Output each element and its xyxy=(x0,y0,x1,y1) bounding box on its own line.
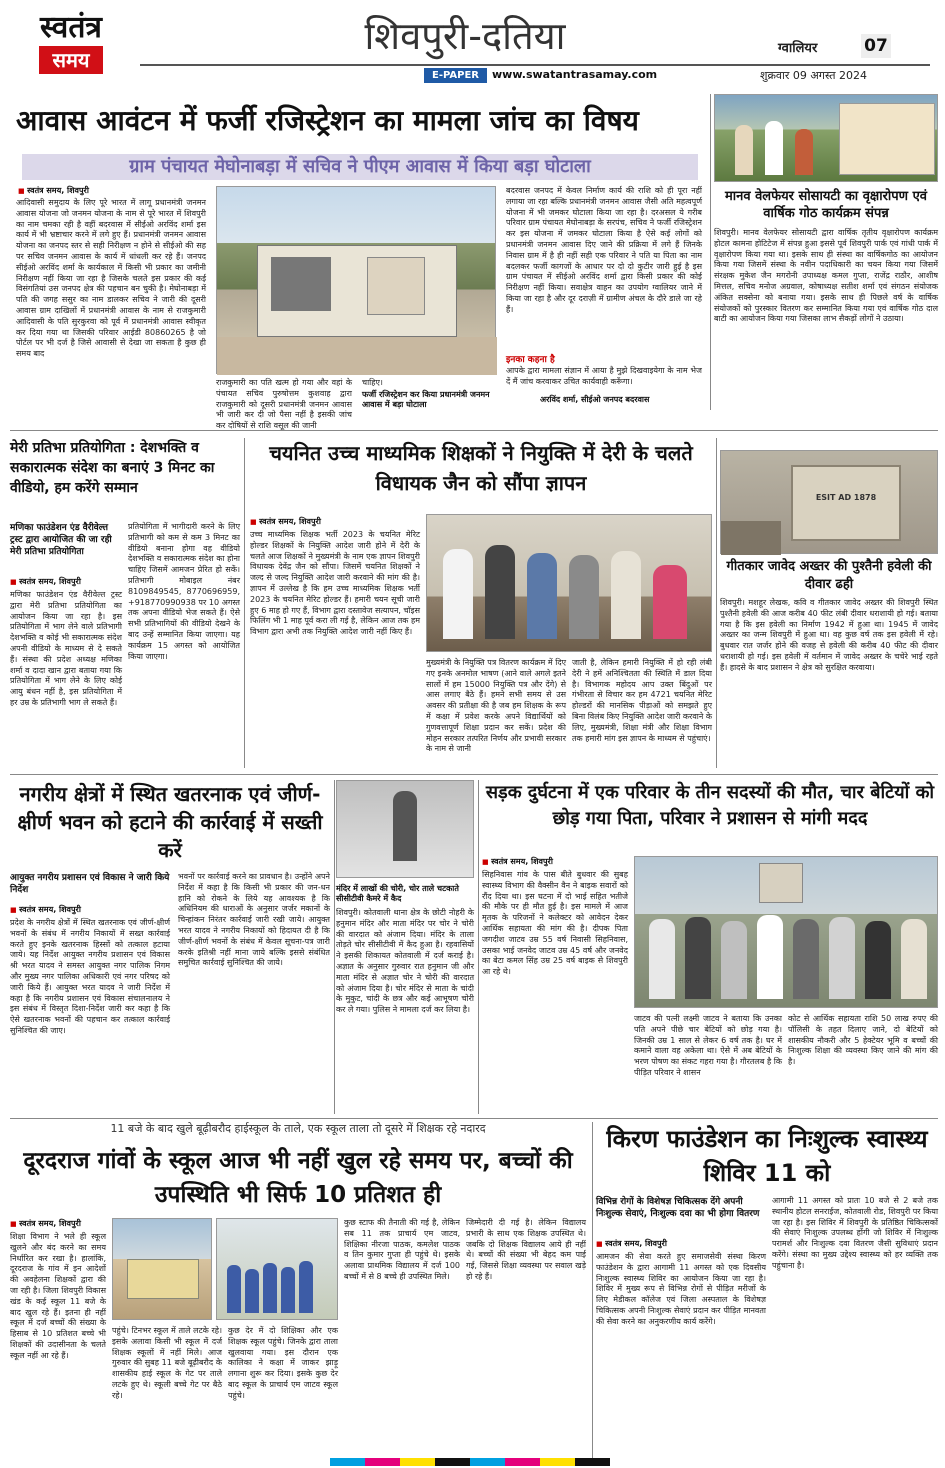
school-photo-2 xyxy=(216,1218,338,1320)
school-kicker: 11 बजे के बाद खुले बूढ़ीबरौद हाईस्कूल के ताले, एक स्कूल ताला तो दूसरे में शिक्षक रहे नदारद xyxy=(110,1122,486,1135)
teachers-col-1: उच्च माध्यमिक शिक्षक भर्ती 2023 के चयनित मेरिट होल्डर शिक्षकों के नियुक्ति आदेश जारी होने में देरी के चलते आज शिक्षकों ने मुख्यमंत्री के नाम एक ज्ञापन शिवपुरी विधायक देवेंद्र जैन को सौंपा। जिसमें चयनित शिक्षकों ने जल्द से जल्द नियुक्ति आदेश जारी करवाने की मांग की है। ज्ञापन में उल्लेख है कि हम उच्च माध्यमिक शिक्षक भर्ती 2023 के चयनित मेरिट होल्डर हैं। हमारी चयन सूची जारी हुए 6 माह हो गए हैं, विभाग द्वारा दस्तावेज सत्यापन, चॉइस फिलिंग भी 1 माह पूर्व करा ली गई है, लेकिन आज तक हम विभाग द्वारा अभी तक नियुक्ति आदेश जारी नहीं किए हैं। xyxy=(250,530,420,637)
school-photo-1 xyxy=(112,1218,212,1320)
accident-byline: ■ स्वतंत्र समय, शिवपुरी xyxy=(482,856,553,867)
teachers-photo xyxy=(426,514,712,652)
urban-col-2: भवनों पर कार्रवाई करने का प्रावधान है। उन्होंने अपने निर्देश में कहा है कि किसी भी प्रकार की जन-धन हानि को रोकने के लिये यह आवश्यक है कि अधिनियम की धाराओं के अनुसार जर्जर मकानों के चिन्हांकन निरंतर कार्रवाई जारी रखी जाये। आयुक्त भरत यादव ने नगरीय निकायों को हिदायत दी है कि जीर्ण-क्षीर्ण भवनों के संबंध में केवल सूचना-पत्र जारी करके इतिश्री नहीं माना जाये बल्कि इससे संबंधित समुचित कार्रवाई सुनिश्चित की जाये। xyxy=(178,872,330,968)
column-rule xyxy=(478,780,479,1114)
school-byline: ■ स्वतंत्र समय, शिवपुरी xyxy=(10,1218,81,1229)
kiran-byline: ■ स्वतंत्र समय, शिवपुरी xyxy=(596,1238,667,1249)
temple-photo xyxy=(336,780,474,878)
pratibha-subheadline: मणिका फाउंडेशन एंड वैरीवेल्त ट्रस्ट द्वारा आयोजित की जा रही मेरी प्रतिभा प्रतियोगिता xyxy=(10,523,112,557)
column-rule xyxy=(334,780,335,1114)
urban-headline[interactable]: नगरीय क्षेत्रों में स्थित खतरनाक एवं जीर्ण-क्षीर्ण भवन को हटाने की कार्रवाई में सख्ती करें xyxy=(17,782,323,862)
school-col-3: कुछ देर में दो शिक्षिका और एक शिक्षक स्कूल पहुंचे। जिनके द्वारा ताला खुलवाया गया। इस दौरान एक कालिका ने कक्षा में जाकर झाड़ू लगाना शुरू कर दिया। इसके कुछ देर बाद स्कूल के प्राचार्य एम जाटव स्कूल पहुंचे। xyxy=(228,1326,338,1400)
quote-author: अरविंद शर्मा, सीईओ जनपद बदरवास xyxy=(540,395,650,404)
haveli-headline[interactable]: गीतकार जावेद अख्तर की पुश्तैनी हवेली की दीवार ढही xyxy=(726,559,932,592)
haveli-story xyxy=(720,438,938,768)
section-divider xyxy=(10,774,938,775)
lead-subheadline: ग्राम पंचायत मेघोनाबड़ा में सचिव ने पीएम आवास में किया बड़ा घोटाला xyxy=(22,154,698,180)
school-headline[interactable]: दूरदराज गांवों के स्कूल आज भी नहीं खुल रहे समय पर, बच्चों की उपस्थिति भी सिर्फ 10 प्रतिशत ही xyxy=(23,1148,573,1208)
masthead xyxy=(0,0,945,86)
kiran-story xyxy=(596,1122,938,1462)
kiran-subheadline: विभिन्न रोगों के विशेषज्ञ चिकित्सक देंगे अपनी निःशुल्क सेवाएं, निःशुल्क दवा का भी होगा वितरण xyxy=(596,1197,760,1219)
pratibha-col-2: प्रतियोगिता में भागीदारी करने के लिए प्रतिभागी को कम से कम 3 मिनट का वीडियो बनाना होगा वह वीडियो देशभक्ति व सकारात्मक संदेश का होना चाहिए जिसमें आमजन प्रेरित हो सकें। प्रतिभागी मोबाइल नंबर 8109849545, 8770696959, +918770990938 पर 10 अगस्त तक अपना वीडियो भेज सकते हैं। ऐसे सभी प्रतिभागियों की वीडियो देखने के बाद उन्हें सम्मानित किया जाएगा। यह कार्यक्रम 15 अगस्त को आयोजित किया जाएगा। xyxy=(128,522,240,661)
column-rule xyxy=(710,94,711,410)
lead-byline: ■ स्वतंत्र समय, शिवपुरी xyxy=(18,185,89,196)
column-rule xyxy=(592,1122,593,1462)
epaper-badge: E-PAPER xyxy=(424,68,487,83)
urban-story xyxy=(10,780,330,1114)
masthead-rule xyxy=(140,64,930,66)
urban-col-1: प्रदेश के नगरीय क्षेत्रों में स्थित खतरनाक एवं जीर्ण-क्षीर्ण भवनों के संबंध में नगरीय निकायों में सख्त कार्रवाई करते हुए इनके खतरनाक हिस्सों को तत्काल हटाया जाये। यह निर्देश आयुक्त नगरीय प्रशासन एवं विकास श्री भरत यादव ने समस्त आयुक्त नगर पालिक निगम और मुख्य नगर पालिका अधिकारी एवं नगर परिषद को जारी किये हैं। आयुक्त भरत यादव ने जारी निर्देश में कहा है कि नगरीय प्रशासन एवं विकास संचालनालय ने इस संबंध में विस्तृत दिशा-निर्देश जारी कर कहा है कि ऐसे खतरनाक भवनों की पहचान कर तत्काल कार्रवाई सुनिश्चित की जाए। xyxy=(10,918,170,1035)
accident-story xyxy=(482,780,938,1114)
website-link[interactable]: www.swatantrasamay.com xyxy=(492,68,658,81)
school-col-4: कुछ स्टाफ की तैनाती की गई है, लेकिन सब 11 तक प्राचार्य एम जाटव, शिक्षिका नीरजा पाठक, कमलेश पाठक व तिन कुमार गुप्ता ही पहुंचे थे। इसके अलावा प्राथमिक विद्यालय में दर्ज 100 बच्चों में से 8 बच्चे ही उपस्थित मिले। xyxy=(344,1218,460,1281)
page-number: 07 xyxy=(861,34,891,58)
lead-col-4: बदरवास जनपद में केवल निर्माण कार्य की राशि को ही पूरा नहीं लगाया जा रहा बल्कि प्रधानमंत्री जनमन आवास जैसी अति महत्वपूर्ण योजना में भी जमकर घोटाला किया जा रहा है। दरअसल ये गरीब परिवार ग्राम पंचायत मेघोनाबड़ा के सरपंच, सचिव ने फर्जी रजिस्ट्रेशन कर इस योजना में जमकर घोटाला किया है ऐसे कई लोगों को प्रधानमंत्री जनमन आवास दिए जाने की प्रक्रिया में लगे हैं जिनके निवास ग्राम में है ही नहीं सही एक परिवार ने पति या पिता का नाम बदलकर फर्जी कागजों के आधार पर दो दो कुटीर जारी हुई है इस ग्राम पंचायत में सीईओ अरविंद शर्मा द्वारा किसी प्रकार की कोई निरीक्षण नहीं किया। सवाक्षेत्र वाहन का उपयोग ग्वालियर जाने में किया जा रहा है और दूर दराज़ी में ग्रामीण अंचल के दौरे डाले जा रहे हैं। xyxy=(506,186,702,314)
pratibha-headline[interactable]: मेरी प्रतिभा प्रतियोगिता : देशभक्ति व सकारात्मक संदेश का बनाएं 3 मिनट का वीडियो, हम करेंगे सम्मान xyxy=(10,440,215,496)
logo-top: स्वतंत्र xyxy=(39,10,102,45)
section-divider xyxy=(10,430,938,431)
kiran-col-1: आमजन की सेवा करते हुए समाजसेवी संस्था किरण फाउंडेशन के द्वारा आगामी 11 अगस्त को एक दिवसीय निःशुल्क स्वास्थ्य शिविर का आयोजन किया जा रहा है। शिविर में मुख्य रूप से विभिन्न रोगों से पीड़ित मरीजों के लिए मेडीकल कॉलेज एवं जिला अस्पताल के विशेषज्ञ चिकित्सक अपनी निःशुल्क सेवाएं प्रदान कर पीड़ित मानवता की सेवा करने का अनुकरणीय कार्य करेंगे। xyxy=(596,1252,766,1326)
temple-caption: मंदिर में लाखों की चोरी, चोर ताले चटकाते सीसीटीवी कैमरे में कैद xyxy=(336,884,459,903)
lead-headline[interactable]: आवास आवंटन में फर्जी रजिस्ट्रेशन का मामला जांच का विषय xyxy=(16,104,639,137)
accident-headline[interactable]: सड़क दुर्घटना में एक परिवार के तीन सदस्यों की मौत, चार बेटियों को छोड़ गया पिता, परिवार ने प्रशासन से मांगी मदद xyxy=(485,782,935,829)
pratibha-story xyxy=(10,438,240,768)
lead-photo xyxy=(216,186,496,374)
kiran-headline[interactable]: किरण फाउंडेशन का निःशुल्क स्वास्थ्य शिविर 11 को xyxy=(606,1125,928,1187)
school-col-5: जिम्मेदारी दी गई है। लेकिन विद्यालय प्रभारी के साथ एक शिक्षक उपस्थित थे। जबकि दो शिक्षक विद्यालय आये ही नहीं थे। बच्चों की संख्या भी बेहद कम पाई गई, जिससे शिक्षा व्यवस्था पर सवाल खड़े हो रहे हैं। xyxy=(466,1218,586,1281)
issue-date: शुक्रवार 09 अगस्त 2024 xyxy=(760,69,868,82)
teachers-byline: ■ स्वतंत्र समय, शिवपुरी xyxy=(250,516,321,527)
welfare-story xyxy=(714,94,938,424)
temple-story xyxy=(336,780,474,1114)
lead-col-3: चाहिए। xyxy=(362,378,383,387)
accident-col-1: सिहनिवास गांव के पास बीते बुधवार की सुबह स्वास्थ्य विभाग की वैक्सीन वैन ने बाइक सवारों को रौंद दिया था। इस घटना में दो भाई सहित भतीजे की मौके पर ही मौत हुई है। इस मामले में आज मृतक के परिजनों ने कलेक्टर को आवेदन देकर आर्थिक सहायता की मांग की है। दीपक पिता जगदीश जाटव उम्र 55 वर्ष निवासी सिहनिवास, उसका भाई जनवेद जाटव उम्र 45 वर्ष और जनवेद का बेटा कमल सिंह उम्र 25 वर्ष बाइक से शिवपुरी आ रहे थे। xyxy=(482,870,628,977)
welfare-body: शिवपुरी। मानव वेलफेयर सोसायटी द्वारा वार्षिक तृतीय वृक्षारोपण कार्यक्रम होटल कामना होटिटेज में संपन्न हुआ इससे पूर्व शिवपुरी पार्क एवं गांधी पार्क में वृक्षारोपण किया गया था। इसके साथ ही संस्था का वार्षिकगोठ का आयोजन किया गया जिसमें संस्था के नवीन पदाधिकारी का चयन किया गया जिसमें संरक्षक मुकेश जैन मगरोनी उपाध्यक्ष कमल गुप्ता, राजेंद्र राठौर, आशीष मित्तल, सचिव मनोज अग्रवाल, कोषाध्यक्ष सतीश शर्मा एवं संगठन संयोजक अंकित सक्सेना को बनाया गया। इसके साथ ही पिछले वर्ष के वार्षिक संयोजकों को पुरस्कार वितरण कर सम्मानित किया गया एवं वार्षिक गोठ दाल बाटी का आयोजन किया गया जिसका लाभ सैकड़ों लोगों ने उठाया। xyxy=(714,228,938,324)
teachers-col-2: मुख्यमंत्री के नियुक्ति पत्र वितरण कार्यक्रम में दिए गए इनके अनमोल भाषण (आने वाले अगले इतने सालों में हम 15000 नियुक्ति पत्र और देंगे) से आस लगाए बैठे हैं। हमने सभी समय से उस अवसर की प्रतीक्षा की है जब हम शिक्षक के रूप में कक्षा में प्रवेश करके अपने विद्यार्थियों को गुणवत्तापूर्ण शिक्षा प्रदान कर सकें। प्रदेश की मोहन सरकार तत्परित निर्णय और प्रभावी सरकार के नाम से जानी xyxy=(426,658,566,754)
quote-heading: इनका कहना है xyxy=(506,355,555,365)
kiran-col-2: आगामी 11 अगस्त को प्रातः 10 बजे से 2 बजे तक स्थानीय होटल सनराईज, कोतवाली रोड, शिवपुरी पर किया जा रहा है। इस शिविर में शिवपुरी के प्रतिष्ठित चिकित्सकों की सेवाएं निःशुल्क उपलब्ध होंगी जो शिविर में निःशुल्क परामर्श और निःशुल्क दवा वितरण जैसी सुविधाएं प्रदान करेंगे। संस्था का मुख्य उद्देश्य स्वास्थ्य को हर व्यक्ति तक पहुंचाना है। xyxy=(772,1196,939,1270)
urban-byline: ■ स्वतंत्र समय, शिवपुरी xyxy=(10,904,81,915)
haveli-body: शिवपुरी। मशहूर लेखक, कवि व गीतकार जावेद अख्तर की शिवपुरी स्थित पुश्तैनी हवेली की आज करीब 40 फीट लंबी दीवार धराशायी हो गई। बताया गया है कि इस हवेली का निर्माण 1942 में हुआ था। 1945 में जावेद अख्तर का जन्म शिवपुरी में हुआ था। वह कुछ वर्ष तक इस हवेली में रहे। बुधवार रात जर्जर होने की वजह से हवेली की करीब 40 फीट की दीवार धराशायी हो गई। इस हवेली में वर्तमान में जावेद अख्तर के चचेरे भाई रहते हैं। हादसे के बाद प्रशासन ने क्षेत्र को सुरक्षित करवाया। xyxy=(720,598,938,672)
haveli-photo xyxy=(720,450,938,554)
welfare-headline[interactable]: मानव वेलफेयर सोसायटी का वृक्षारोपण एवं वार्षिक गोठ कार्यक्रम संपन्न xyxy=(724,189,928,221)
teachers-story xyxy=(250,438,712,768)
lead-story xyxy=(10,94,706,431)
accident-col-2: जाटव की पत्नी लक्ष्मी जाटव ने बताया कि उनका पति अपने पीछे चार बेटियों को छोड़ गया है। जिनकी उम्र 1 साल से लेकर 6 वर्ष तक है। घर में कमाने वाला वह अकेला था। ऐसे में अब बेटियों के भरण पोषण का संकट गहरा गया है। गौरतलब है कि पीड़ित परिवार ने शासन xyxy=(634,1014,782,1077)
lead-col-1: आदिवासी समुदाय के लिए पूरे भारत में लागू प्रधानमंत्री जनमन आवास योजना जो जनमन योजना के नाम से पूरे भारत में शिवपुरी का नाम चमका रही है वहीं बदरवास में सीईओ अरविंद शर्मा इस कार्य में भी भ्रष्टाचार करने में लगे हुए हैं। प्रधानमंत्री जनमन आवास योजना का जनपद स्तर से सही निरीक्षण न होने से सीईओ की सह पर सचिव जनमन आवास के कार्य में धांधली कर रहे हैं। जनपद सीईओ अरविंद शर्मा के कार्यकाल में किसी भी प्रकार का जमीनी निरीक्षण नहीं किया जा रहा है जिसके चलते इस प्रकार की कई विसंगतियां उस जनपद क्षेत्र की पहचान बन चुकी है। मेघोनाबड़ा में पति की जगह ससुर का नाम डालकर सचिव ने जारी की दूसरी आवास ग्राम दाखिलों में प्रधानमंत्री आवास के नाम से राजकुमारी आदिवासी के पति सुरकुरवा को पूर्व में प्रधानमंत्री आवास स्वीकृत कर दिया गया था जिसकी परिवार आईडी 80860265 है जो पोर्टल पर भी दर्ज है जिसे आवासी से देखा जा सकता है कुछ ही समय बाद xyxy=(16,198,206,359)
accident-photo xyxy=(634,856,938,1008)
quote-text: आपके द्वारा मामला संज्ञान में आया है मुझे दिखवाइयेगा के नाम भेज दें मैं जांच करवाकर उचित कार्यवाही करूँगा। xyxy=(506,366,702,386)
column-rule xyxy=(716,438,717,768)
teachers-headline[interactable]: चयनित उच्च माध्यमिक शिक्षकों ने नियुक्ति में देरी के चलते विधायक जैन को सौंपा ज्ञापन xyxy=(269,441,693,495)
temple-body: शिवपुरी। कोतवाली थाना क्षेत्र के छोटी नोहरी के हनुमान मंदिर और माता मंदिर पर चोर ने चोरी की वारदात को अंजाम दिया। मंदिर के ताला तोड़ते चोर सीसीटीवी में कैद हुआ है। रहवासियों ने इसकी शिकायत कोतवाली में दर्ज कराई है। अज्ञात के अनुसार गुरुवार रात हनुमान जी और माता मंदिर से अज्ञात चोर ने चोरी की वारदात को अंजाम दिया है। चोर मंदिर से माता के चांदी के मुकुट, चांदी के छत्र और कई आभूषण चोरी कर ले गया। पुलिस ने मामला दर्ज कर लिया है। xyxy=(336,908,474,1015)
accident-col-3: कोट से आर्थिक सहायता राशि 50 लाख रुपए की पॉलिसी के तहत दिलाए जाने, दो बेटियों को शासकीय नौकरी और 5 हेक्टेयर भूमि व बच्चों की निःशुल्क शिक्षा की व्यवस्था किए जाने की मांग की है। xyxy=(788,1014,938,1067)
welfare-photo xyxy=(714,94,938,182)
newspaper-logo[interactable] xyxy=(16,10,126,78)
school-story xyxy=(10,1122,586,1462)
section-divider xyxy=(10,1118,938,1119)
haveli-tablet: ESIT AD 1878 xyxy=(815,493,877,502)
school-col-2: पहुंचे। टिनभर स्कूल में ताले लटके रहे। इसके अलावा किसी भी स्कूल में दर्ज शिक्षक स्कूलों में नहीं मिले। आज गुरुवार की सुबह 11 बजे बूढ़ीबरौद के शासकीय हाई स्कूल के गेट पर ताले लटके हुए थे। स्कूली बच्चे गेट पर बैठे रहे। xyxy=(112,1326,222,1400)
teachers-col-3: जाती है, लेकिन हमारी नियुक्ति में हो रही लंबी देरी ने हमें अनिश्चितता की स्थिति में डाल दिया है। विभागक महोदय आप उक्त बिंदुओं पर गंभीरता से विचार कर हम 4721 चयनित मेरिट होल्डरों की मानसिक पीड़ाओं को समझते हुए बिना विलंब किए नियुक्ति आदेश जारी करवाने के लिए, मुख्यमंत्री, शिक्षा मंत्री और शिक्षा विभाग तक हमारी मांग इस ज्ञापन के माध्यम से पहुंचाएं। xyxy=(572,658,712,743)
color-registration-bar xyxy=(330,1458,610,1466)
urban-subheadline: आयुक्त नगरीय प्रशासन एवं विकास ने जारी किये निर्देश xyxy=(10,873,170,895)
lead-col-2: राजकुमारी का पति खत्म हो गया और वहां के पंचायत सचिव पुरुषोत्तम कुशवाह द्वारा राजकुमारी को दूसरी प्रधानमंत्री जनमन आवास भी जारी कर दी जो पैसा नहीं है इसकी जांच कर दोषियों से राशि वसूल की जानी xyxy=(216,378,352,431)
school-col-1: शिक्षा विभाग ने भले ही स्कूल खुलने और बंद करने का समय निर्धारित कर रखा है। हालांकि, दूरदराज के गांव में इन आदेशों की अवहेलना शिक्षकों द्वारा की जा रही है। जिला शिवपुरी विकास खंड के कई स्कूल 11 बजे के बाद खुल रहे हैं। इतना ही नहीं स्कूल में दर्ज बच्चों की संख्या के हिसाब से 10 प्रतिशत बच्चे भी शिक्षकों की उदासीनता के चलते स्कूल नहीं आ रहे हैं। xyxy=(10,1232,106,1360)
column-rule xyxy=(244,438,245,768)
city-label: ग्वालियर xyxy=(778,41,818,56)
pratibha-byline: ■ स्वतंत्र समय, शिवपुरी xyxy=(10,576,81,587)
logo-bottom: समय xyxy=(39,46,103,74)
section-title: शिवपुरी-दतिया xyxy=(364,14,566,58)
pratibha-col-1: मणिका फाउंडेशन एंड वैरीवेल्त ट्रस्ट द्वारा मेरी प्रतिभा प्रतियोगिता का आयोजन किया जा रहा है। इस प्रतियोगिता में भाग लेने वाले प्रतिभागी देशभक्ति व कोई भी सकारात्मक संदेश अपनी वीडियो के माध्यम से दे सकते हैं। संस्था की प्रदेश अध्यक्ष मणिका शर्मा व दादा खान द्वारा बताया गया कि प्रतियोगिता में भाग लेने के लिए कोई आयु बंधन नहीं है, इस प्रतियोगिता में हर उम्र के प्रतिभागी भाग ले सकते हैं। xyxy=(10,590,122,707)
lead-photo-caption: फर्जी रजिस्ट्रेशन कर किया प्रधानमंत्री जनमन आवास में बड़ा घोटाला xyxy=(362,390,490,409)
